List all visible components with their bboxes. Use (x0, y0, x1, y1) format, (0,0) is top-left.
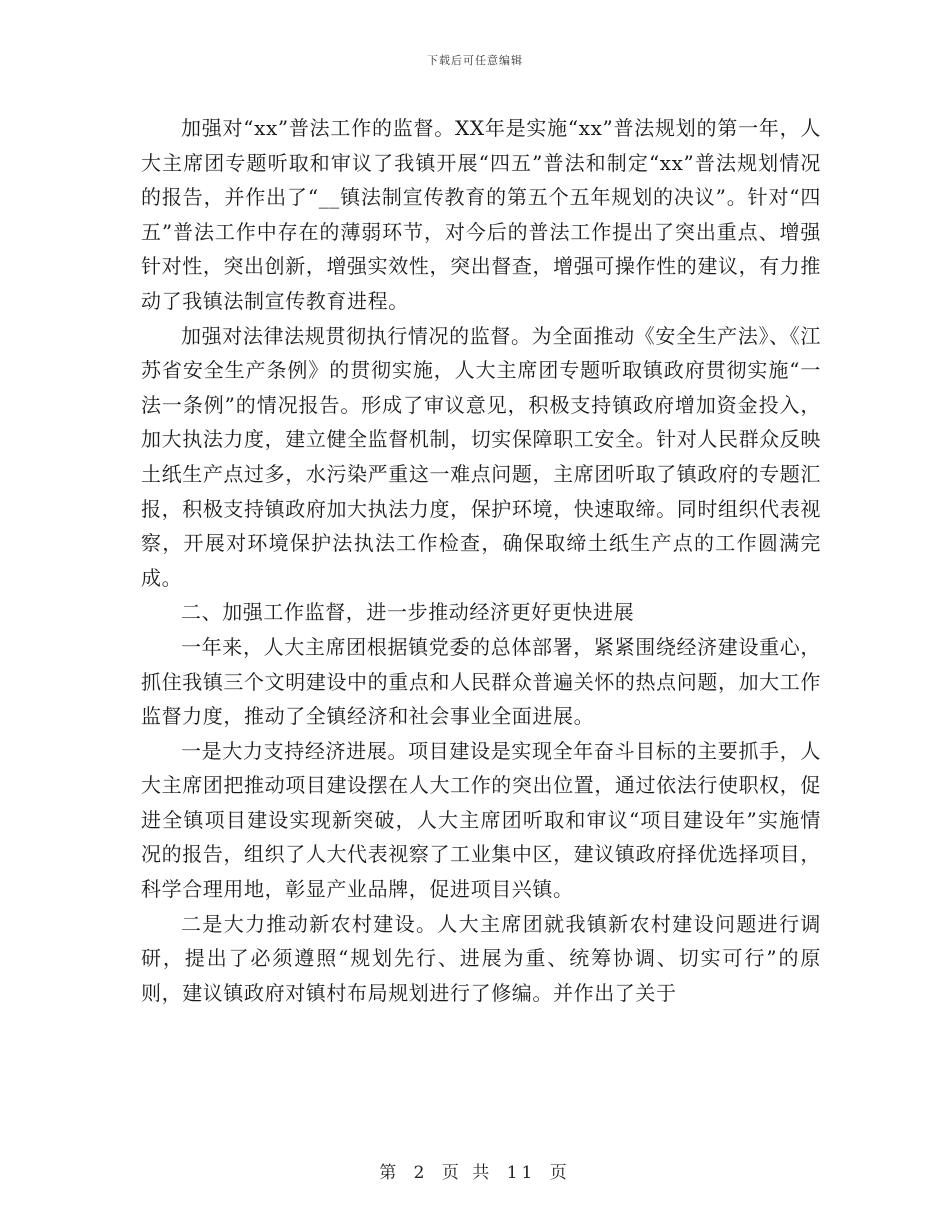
paragraph-5: 二是大力推动新农村建设。人大主席团就我镇新农村建设问题进行调研，提出了必须遵照“规划先行、进展为重、统筹协调、切实可行”的原则，建议镇政府对镇村布局规划进行了修编。并作出了关于 (141, 911, 821, 1005)
paragraph-3: 一年来，人大主席团根据镇党委的总体部署，紧紧围绕经济建设重心，抓住我镇三个文明建设中的重点和人民群众普遍关怀的热点问题，加大工作监督力度，推动了全镇经济和社会事业全面进展。 (141, 634, 821, 729)
download-note: 下载后可任意编辑 (427, 54, 523, 67)
footer-prefix: 第 (379, 1163, 401, 1183)
paragraph-2: 加强对法律法规贯彻执行情况的监督。为全面推动《安全生产法》、《江苏省安全生产条例》的贯彻实施，人大主席团专题听取镇政府贯彻实施“一法一条例”的情况报告。形成了审议意见，积极支持镇政府增加资金投入，加大执法力度，建立健全监督机制，切实保障职工安全。针对人民群众反映土纸生产点过多，水污染严重这一难点问题，主席团听取了镇政府的专题汇报，积极支持镇政府加大执法力度，保护环境，快速取缔。同时组织代表视察，开展对环境保护法执法工作检查，确保取缔土纸生产点的工作圆满完成。 (141, 323, 821, 590)
document-body (141, 111, 821, 1010)
section-heading: 二、加强工作监督，进一步推动经济更好更快进展 (181, 600, 635, 625)
paragraph-1: 加强对“xx”普法工作的监督。XX年是实施“xx”普法规划的第一年，人大主席团专题听取和审议了我镇开展“四五”普法和制定“xx”普法规划情况的报告，并作出了“__镇法制宣传教育的第五个五年规划的决议”。针对“四五”普法工作中存在的薄弱环节，对今后的普法工作提出了突出重点、增强针对性，突出创新，增强实效性，突出督查，增强可操作性的建议，有力推动了我镇法制宣传教育进程。 (141, 116, 821, 313)
total-pages-number: 11 (506, 1163, 537, 1183)
paragraph-4: 一是大力支持经济进展。项目建设是实现全年奋斗目标的主要抓手，人大主席团把推动项目建设摆在人大工作的突出位置，通过依法行使职权，促进全镇项目建设实现新突破，人大主席团听取和审议“项目建设年”实施情况的报告，组织了人大代表视察了工业集中区，建议镇政府择优选择项目，科学合理用地，彰显产业品牌，促进项目兴镇。 (141, 738, 821, 902)
current-page-number: 2 (413, 1163, 429, 1183)
page-footer (0, 1158, 950, 1183)
footer-suffix: 页 (549, 1163, 571, 1183)
footer-middle: 页 共 (441, 1163, 494, 1183)
